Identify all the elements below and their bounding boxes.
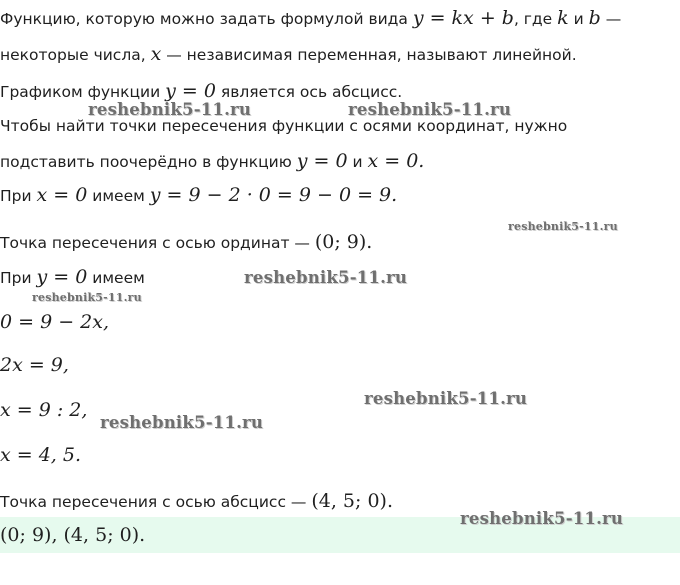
formula: y = 0 (296, 150, 348, 172)
text: — (605, 10, 622, 28)
equation-step-3: x = 9 : 2, (0, 399, 88, 421)
text: и (352, 153, 363, 171)
formula: x (150, 43, 162, 65)
formula: (4, 5; 0). (311, 490, 393, 512)
text: При (0, 187, 32, 205)
watermark: reshebnik5-11.ru (364, 389, 528, 408)
paragraph-y-zero (0, 265, 145, 290)
text: имеем (92, 187, 145, 205)
paragraph-ordinate-point (0, 230, 372, 255)
watermark: reshebnik5-11.ru (100, 413, 264, 432)
paragraph-method-line2 (0, 149, 424, 174)
text: Графиком функции (0, 83, 161, 101)
text: подставить поочерёдно в функцию (0, 153, 292, 171)
text: и (573, 10, 584, 28)
paragraph-abscissa-point (0, 489, 393, 514)
formula: b (588, 7, 601, 29)
paragraph-definition-line1 (0, 6, 621, 31)
equation-step-1: 0 = 9 − 2x, (0, 311, 110, 333)
formula: y = 0 (36, 266, 88, 288)
formula: (0; 9). (314, 231, 373, 253)
formula: y = 0 (165, 80, 216, 102)
text: Точка пересечения с осью абсцисс — (0, 493, 307, 511)
watermark: reshebnik5-11.ru (508, 220, 618, 233)
text: Чтобы найти точки пересечения функции с осями координат, нужно (0, 117, 568, 135)
watermark: reshebnik5-11.ru (32, 291, 142, 304)
formula: x = 0. (367, 150, 425, 172)
formula: y = kx + b (412, 7, 514, 29)
watermark: reshebnik5-11.ru (88, 100, 252, 119)
equation-step-4: x = 4, 5. (0, 444, 82, 466)
formula: k (557, 7, 569, 29)
watermark: reshebnik5-11.ru (244, 268, 408, 287)
text: — независимая переменная, называют линейной. (166, 46, 577, 64)
equation-step-2: 2x = 9, (0, 354, 69, 376)
text: При (0, 269, 32, 287)
text: Точка пересечения с осью ординат — (0, 234, 310, 252)
watermark: reshebnik5-11.ru (460, 509, 624, 528)
text: является ось абсцисс. (220, 83, 403, 101)
watermark: reshebnik5-11.ru (348, 100, 512, 119)
text: , где (513, 10, 553, 28)
paragraph-x-zero (0, 183, 397, 208)
text: некоторые числа, (0, 46, 146, 64)
formula: x = 0 (36, 184, 88, 206)
text: Функцию, которую можно задать формулой вида (0, 10, 408, 28)
paragraph-definition-line2 (0, 42, 577, 67)
formula: y = 9 − 2 · 0 = 9 − 0 = 9. (149, 184, 398, 206)
answer-text: (0; 9), (4, 5; 0). (0, 524, 146, 546)
text: имеем (92, 269, 145, 287)
